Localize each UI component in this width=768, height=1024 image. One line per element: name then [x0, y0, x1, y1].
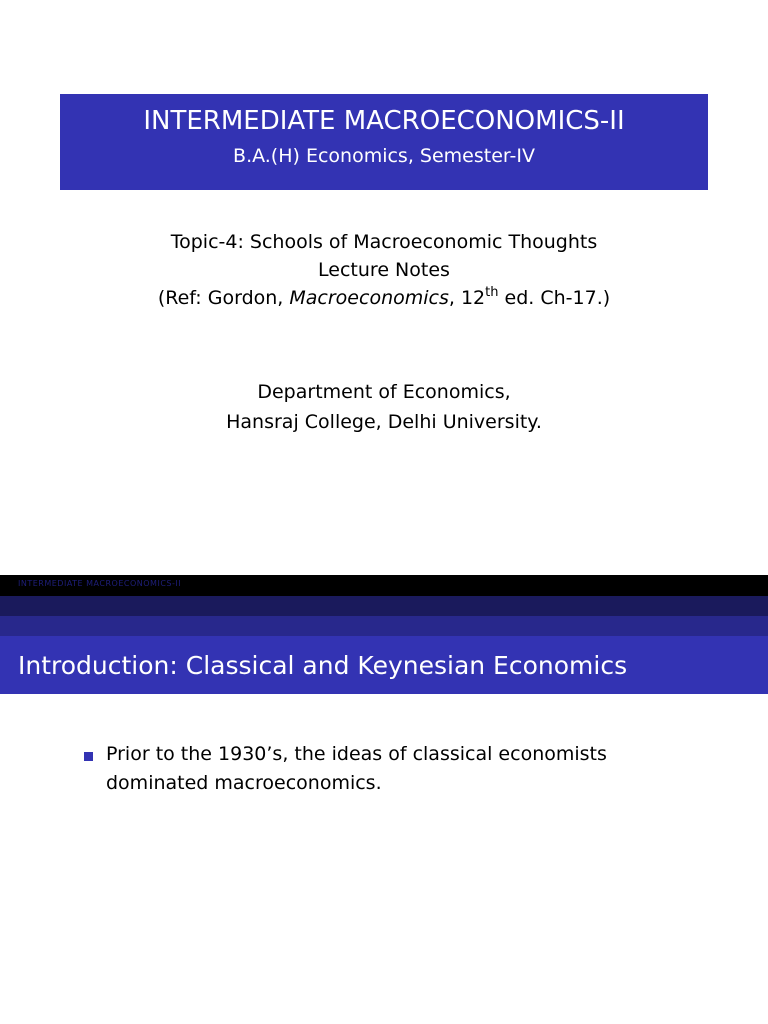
ref-edition: , 12	[448, 287, 486, 309]
college-line: Hansraj College, Delhi University.	[226, 411, 542, 433]
reference-line	[0, 284, 768, 312]
bullet-square-icon	[84, 752, 93, 761]
slide-body	[0, 694, 768, 1024]
frame-title-bar	[0, 636, 768, 694]
bullet-line: dominated macroeconomics.	[106, 772, 382, 794]
course-subtitle: B.A.(H) Economics, Semester-IV	[233, 145, 535, 167]
lecture-notes-line: Lecture Notes	[318, 259, 450, 281]
slide-header-text: INTERMEDIATE MACROECONOMICS-II	[18, 579, 182, 588]
bullet-text	[106, 740, 607, 798]
ref-suffix: ed. Ch-17.)	[498, 287, 611, 309]
header-band-dark	[0, 596, 768, 616]
ref-edition-superscript: th	[485, 285, 499, 300]
frame-title: Introduction: Classical and Keynesian Economics	[18, 651, 628, 680]
department-line: Department of Economics,	[257, 381, 511, 403]
topic-line: Topic-4: Schools of Macroeconomic Thoughts	[170, 231, 598, 253]
course-title: INTERMEDIATE MACROECONOMICS-II	[143, 106, 625, 136]
bullet-line: Prior to the 1930’s, the ideas of classical economists	[106, 743, 607, 765]
topic-block	[0, 228, 768, 312]
title-block	[60, 94, 708, 190]
ref-book-title: Macroeconomics	[289, 287, 449, 309]
ref-prefix: (Ref: Gordon,	[157, 287, 290, 309]
department-block	[0, 377, 768, 437]
slide-divider	[0, 575, 768, 596]
header-band-mid	[0, 616, 768, 636]
